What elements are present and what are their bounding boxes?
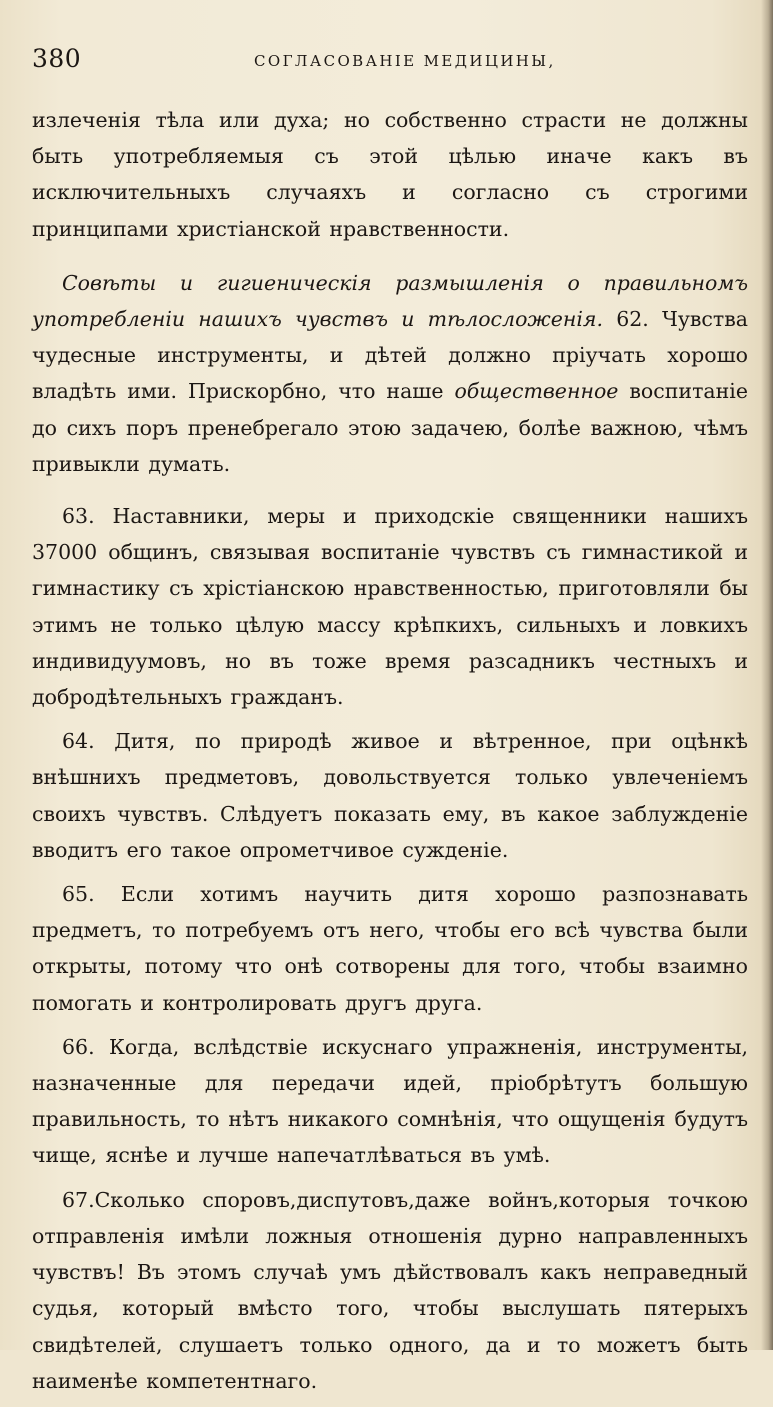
- paragraph-66: 66. Когда, вслѣдствіе искуснаго упражненія, инструменты, назначенные для передачи идей, пріобрѣтутъ большую правильность, то нѣтъ никакого сомнѣнія, что ощущенія будутъ чище, яснѣе и лучше напечатлѣваться въ умѣ.: [32, 1034, 748, 1168]
- section-title: Совѣты и гигиеническія размышленія о правильномъ употребленіи нашихъ чувствъ и тѣлосложенія.: [32, 270, 748, 332]
- body-text: [32, 102, 748, 1407]
- emphasized-word: общественное: [454, 379, 619, 404]
- page-header: [32, 44, 732, 84]
- page-number: 380: [32, 44, 82, 73]
- paragraph-67: 67.Сколько споровъ,диспутовъ,даже войнъ,которыя точкою отправленія имѣли ложныя отношенія дурно направленныхъ чувствъ! Въ этомъ случаѣ умъ дѣйствовалъ какъ неправедный судья, который вмѣсто того, чтобы выслушать пятерыхъ свидѣтелей, слушаетъ только одного, да и то можетъ быть наименѣе компетентнаго.: [32, 1187, 748, 1393]
- paragraph-62-text-a: 62. Чувства чудесные инструменты, и дѣтей должно пріучать хорошо владѣть ими. Прискорбно, что наше: [32, 307, 749, 404]
- paragraph-62-text-b: воспитаніе до сихъ поръ пренебрегало этою задачею, болѣе важною, чѣмъ привыкли думать.: [32, 379, 748, 476]
- book-spine-shadow: [761, 0, 773, 1350]
- paragraph-63: 63. Наставники, меры и приходскіе священники нашихъ 37000 общинъ, связывая воспитаніе чувствъ съ гимнастикой и гимнастику съ хрістіанскою нравственностью, приготовляли бы этимъ не только цѣлую массу крѣпкихъ, сильныхъ и ловкихъ индивидуумовъ, но въ тоже время разсадникъ честныхъ и добродѣтельныхъ гражданъ.: [32, 504, 748, 710]
- paragraph-continuation: излеченія тѣла или духа; но собственно страсти не должны быть употребляемыя съ этой цѣлью иначе какъ въ исключительныхъ случаяхъ и согласно съ строгими принципами христіанской нравственности.: [32, 108, 748, 241]
- paragraph-65: 65. Если хотимъ научить дитя хорошо разпознавать предметъ, то потребуемъ отъ него, чтобы его всѣ чувства были открыты, потому что онѣ сотворены для того, чтобы взаимно помогать и контролировать другъ друга.: [32, 882, 748, 1015]
- paragraph-64: 64. Дитя, по природѣ живое и вѣтренное, при оцѣнкѣ внѣшнихъ предметовъ, довольствуется только увлеченіемъ своихъ чувствъ. Слѣдуетъ показать ему, въ какое заблужденіе вводитъ его такое опрометчивое сужденіе.: [32, 729, 748, 862]
- paragraph-62: [32, 265, 748, 482]
- running-title: СОГЛАСОВАНІЕ МЕДИЦИНЫ,: [254, 52, 556, 70]
